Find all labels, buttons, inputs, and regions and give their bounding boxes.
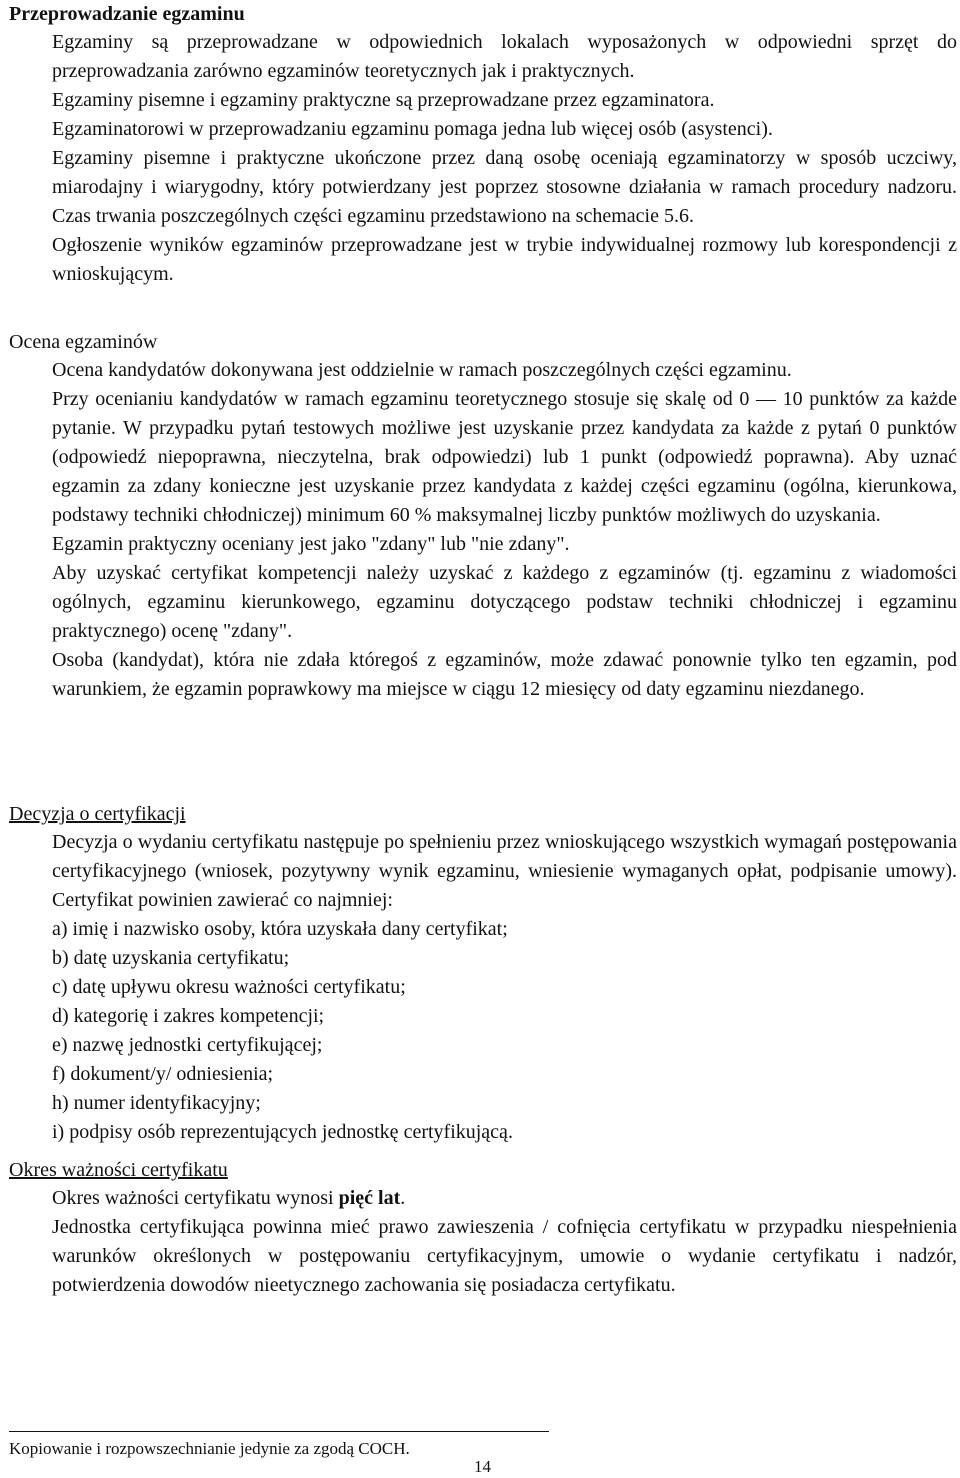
validity-suffix: . — [400, 1187, 406, 1209]
paragraph: Ogłoszenie wyników egzaminów przeprowadzane jest w trybie indywidualnej rozmowy lub korespondencji z wnioskującym. — [52, 234, 957, 285]
validity-prefix: Okres ważności certyfikatu wynosi — [52, 1187, 339, 1209]
section-title-exam-conduct: Przeprowadzanie egzaminu — [9, 3, 245, 25]
list-item: d) kategorię i zakres kompetencji; — [52, 1005, 325, 1027]
paragraph: Egzaminy pisemne i praktyczne ukończone przez daną osobę oceniają egzaminatorzy w sposób uczciwy, miarodajny i wiarygodny, który potwierdzany jest poprzez stosowne działania w ramach procedury nadzoru. Czas trwania poszczególnych części egzaminu przedstawiono na schemacie 5.6. — [52, 147, 957, 227]
section-body-certification-decision — [52, 828, 957, 1147]
list-item: a) imię i nazwisko osoby, która uzyskała dany certyfikat; — [52, 918, 508, 940]
section-body-exam-assessment — [52, 356, 957, 704]
list-item: f) dokument/y/ odniesienia; — [52, 1063, 274, 1085]
paragraph: Egzaminy pisemne i egzaminy praktyczne są przeprowadzane przez egzaminatora. — [52, 89, 715, 111]
certificate-contents-list — [52, 915, 957, 1147]
validity-period-line — [52, 1184, 957, 1213]
paragraph: Decyzja o wydaniu certyfikatu następuje po spełnieniu przez wnioskującego wszystkich wymagań postępowania certyfikacyjnego (wniosek, pozytywny wynik egzaminu, wniesienie wymaganych opłat, podpisanie umowy). Certyfikat powinien zawierać co najmniej: — [52, 831, 957, 911]
section-title-exam-assessment: Ocena egzaminów — [9, 331, 158, 353]
page-number: 14 — [474, 1457, 491, 1476]
list-item: b) datę uzyskania certyfikatu; — [52, 947, 290, 969]
paragraph: Osoba (kandydat), która nie zdała któregoś z egzaminów, może zdawać ponownie tylko ten egzamin, pod warunkiem, że egzamin poprawkowy ma miejsce w ciągu 12 miesięcy od daty egzaminu niezdanego. — [52, 649, 957, 700]
list-item: c) datę upływu okresu ważności certyfikatu; — [52, 976, 406, 998]
section-title-certification-decision: Decyzja o certyfikacji — [9, 803, 186, 825]
section-certification-decision — [9, 800, 959, 1147]
paragraph: Jednostka certyfikująca powinna mieć prawo zawieszenia / cofnięcia certyfikatu w przypadku niespełnienia warunków określonych w postępowaniu certyfikacyjnym, umowie o wydanie certyfikatu i nadzór, potwierdzenia dowodów nieetycznego zachowania się posiadacza certyfikatu. — [52, 1216, 957, 1296]
list-item: i) podpisy osób reprezentujących jednostkę certyfikującą. — [52, 1121, 513, 1143]
section-body-validity — [52, 1184, 957, 1300]
section-body-exam-conduct — [52, 28, 957, 289]
paragraph: Aby uzyskać certyfikat kompetencji należy uzyskać z każdego z egzaminów (tj. egzaminu z wiadomości ogólnych, egzaminu kierunkowego, egzaminu dotyczącego podstaw techniki chłodniczej i egzaminu praktycznego) ocenę "zdany". — [52, 562, 957, 642]
list-item: h) numer identyfikacyjny; — [52, 1092, 261, 1114]
footer-note: Kopiowanie i rozpowszechnianie jedynie za zgodą COCH. — [9, 1439, 410, 1458]
paragraph: Ocena kandydatów dokonywana jest oddzielnie w ramach poszczególnych części egzaminu. — [52, 359, 792, 381]
paragraph: Egzaminatorowi w przeprowadzaniu egzaminu pomaga jedna lub więcej osób (asystenci). — [52, 118, 773, 140]
footer-divider — [9, 1431, 549, 1432]
section-exam-conduct — [9, 0, 959, 289]
validity-value: pięć lat — [338, 1187, 401, 1209]
paragraph: Egzamin praktyczny oceniany jest jako "zdany" lub "nie zdany". — [52, 533, 570, 555]
list-item: e) nazwę jednostki certyfikującej; — [52, 1034, 323, 1056]
section-exam-assessment — [9, 328, 959, 704]
paragraph: Przy ocenianiu kandydatów w ramach egzaminu teoretycznego stosuje się skalę od 0 — 10 punktów za każde pytanie. W przypadku pytań testowych możliwe jest uzyskanie przez kandydata za każde z pytań 0 punktów (odpowiedź niepoprawna, nieczytelna, brak odpowiedzi) lub 1 punkt (odpowiedź poprawna). Aby uznać egzamin za zdany konieczne jest uzyskanie przez kandydata z każdej części egzaminu (ogólna, kierunkowa, podstawy techniki chłodniczej) minimum 60 % maksymalnej liczby punktów możliwych do uzyskania. — [52, 388, 957, 526]
section-title-validity: Okres ważności certyfikatu — [9, 1159, 228, 1181]
section-validity — [9, 1156, 959, 1300]
paragraph: Egzaminy są przeprowadzane w odpowiednich lokalach wyposażonych w odpowiedni sprzęt do przeprowadzania zarówno egzaminów teoretycznych jak i praktycznych. — [52, 31, 957, 82]
